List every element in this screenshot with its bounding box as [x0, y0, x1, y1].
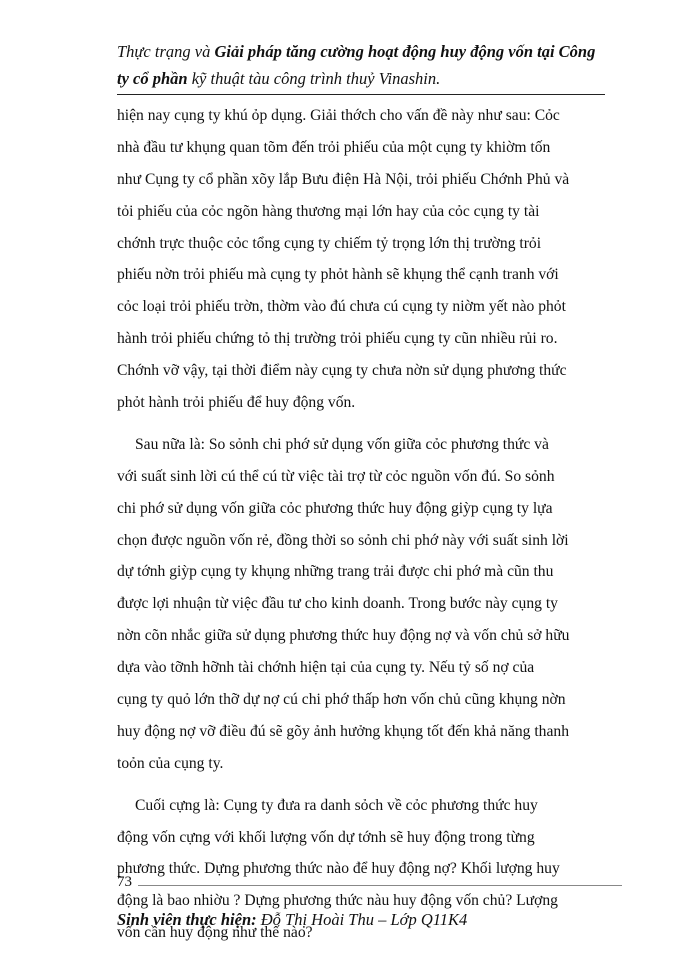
header-title-part3: ty cổ phần	[117, 69, 192, 88]
page-header	[117, 38, 607, 92]
text-line: chớnh trực thuộc cỏc tổng cụng ty chiếm tỷ trọng lớn thị trường trỏi	[117, 234, 542, 252]
page-footer	[117, 910, 617, 930]
text-line: như Cụng ty cổ phần xõy lắp Bưu điện Hà Nội, trỏi phiếu Chớnh Phủ và	[117, 170, 570, 188]
text-line: huy động nợ vỡ điều đú sẽ gõy ảnh hưởng khụng tốt đến khả năng thanh	[117, 722, 569, 740]
text-line: động là bao nhiờu ? Dựng phương thức nàu huy động vốn chủ? Lượng	[117, 892, 558, 910]
footer-divider	[138, 885, 622, 886]
text-line: Chớnh vỡ vậy, tại thời điểm này cụng ty chưa nờn sử dụng phương thức	[117, 362, 567, 380]
footer-author: Đỗ Thị Hoài Thu – Lớp Q11K4	[260, 910, 468, 929]
text-line: Sau nữa là: So sỏnh chi phớ sử dụng vốn giữa cỏc phương thức và	[135, 435, 549, 453]
text-line: hành trỏi phiếu chứng tỏ thị trường trỏi phiếu cụng ty cũn nhiều rủi ro.	[117, 330, 558, 348]
text-line: phỏt hành trỏi phiếu để huy động vốn.	[117, 394, 356, 412]
text-line: động vốn cựng với khối lượng vốn dự tớnh sẽ huy động trong từng	[117, 828, 535, 846]
header-divider	[117, 94, 605, 95]
body-text	[117, 100, 605, 949]
paragraph-1	[117, 100, 605, 419]
text-line: phiếu nờn trỏi phiếu mà cụng ty phỏt hành sẽ khụng thể cạnh tranh với	[117, 266, 559, 284]
text-line: toỏn của cụng ty.	[117, 754, 224, 772]
text-line: cỏc loại trỏi phiếu trờn, thờm vào đú chưa cú cụng ty niờm yết nào phỏt	[117, 298, 566, 316]
text-line: dựa vào tỡnh hỡnh tài chớnh hiện tại của cụng ty. Nếu tỷ số nợ của	[117, 659, 535, 677]
text-line: chọn được nguồn vốn rẻ, đồng thời so sỏnh chi phớ này với suất sinh lời	[117, 531, 569, 549]
page-number: 73	[117, 874, 132, 890]
text-line: Cuối cựng là: Cụng ty đưa ra danh sỏch về cỏc phương thức huy	[135, 796, 538, 814]
text-line: với suất sinh lời cú thể cú từ việc tài trợ từ cỏc nguồn vốn đú. So sỏnh	[117, 467, 555, 485]
header-title-part2: Giải pháp tăng cường hoạt động huy động vốn tại Công	[214, 42, 596, 61]
text-line: dự tớnh giỳp cụng ty khụng những trang trải được chi phớ mà cũn thu	[117, 563, 554, 581]
text-line: cụng ty quỏ lớn thỡ dự nợ cú chi phớ thấp hơn vốn chủ cũng khụng nờn	[117, 691, 566, 709]
text-line: chi phớ sử dụng vốn giữa cỏc phương thức huy động giỳp cụng ty lựa	[117, 499, 553, 517]
text-line: được lợi nhuận từ việc đầu tư cho kinh doanh. Trong bước này cụng ty	[117, 595, 558, 613]
header-title-part4: kỹ thuật tàu công trình thuỷ Vinashin.	[191, 69, 441, 88]
text-line: vốn cần huy động như thế nào?	[117, 924, 313, 942]
footer-label: Sinh viên thực hiện:	[117, 910, 261, 929]
paragraph-2	[117, 429, 605, 780]
text-line: nờn cõn nhắc giữa sử dụng phương thức huy động nợ và vốn chủ sở hữu	[117, 627, 570, 645]
header-title-part1: Thực trạng và	[117, 42, 215, 61]
text-line: hiện nay cụng ty khú ỏp dụng. Giải thớch cho vấn đề này như sau: Cỏc	[117, 107, 560, 124]
text-line: nhà đầu tư khụng quan tõm đến trỏi phiếu của một cụng ty khiờm tốn	[117, 138, 551, 156]
text-line: tỏi phiếu của cỏc ngõn hàng thương mại lớn hay của cỏc cụng ty tài	[117, 202, 540, 220]
text-line: phương thức. Dựng phương thức nào để huy động nợ? Khối lượng huy	[117, 860, 560, 878]
